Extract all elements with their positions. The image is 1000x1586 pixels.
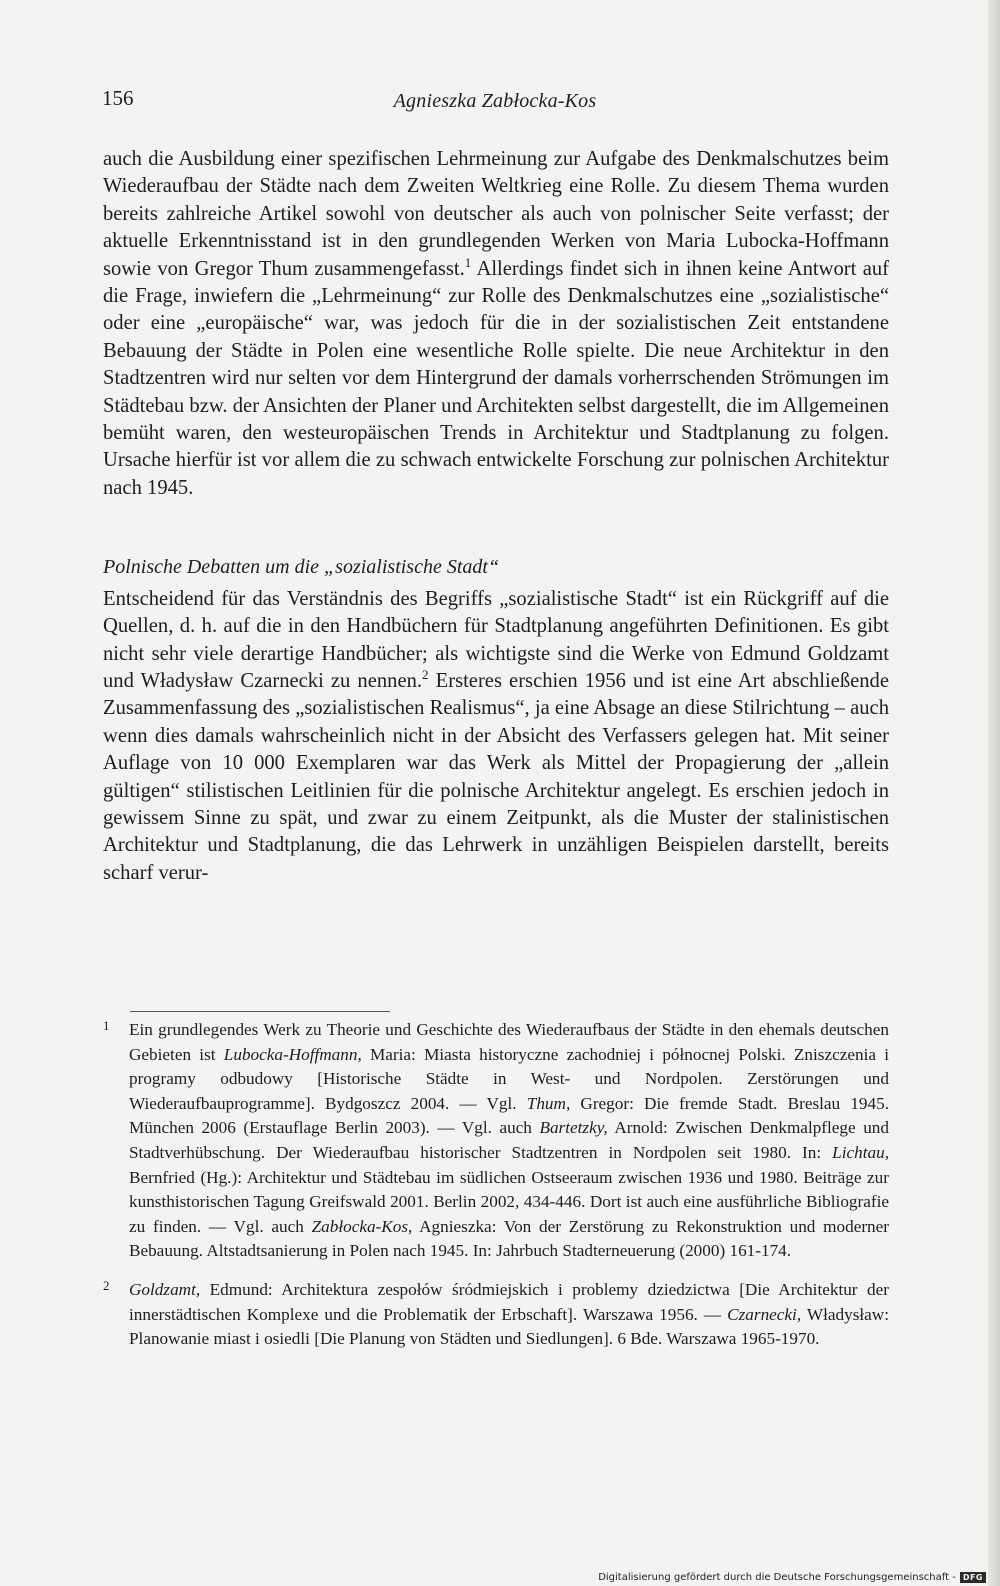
footnote-text: Maria: Miasta historyczne zachodniej i północnej Polski. Zniszczenia i programy odbudowy [Historische Städte in West- und Nordpolen. Zerstörungen und Wiederaufbauprogramme]. Bydgoszcz 2004. — Vgl. — [129, 1044, 890, 1113]
footnote-text: Ein grundlegendes Werk zu Theorie und Geschichte des Wiederaufbaus der Städte in den ehemals deutschen Gebieten ist — [129, 1020, 889, 1064]
digitization-credit — [598, 1572, 986, 1583]
credit-text: Digitalisierung gefördert durch die Deutsche Forschungsgemeinschaft - — [598, 1572, 956, 1583]
section-heading: Polnische Debatten um die „sozialistische Stadt“ — [103, 556, 500, 579]
footnote-ref-2: 2 — [422, 667, 429, 683]
author-name: Lichtau, — [832, 1142, 889, 1162]
page-edge — [988, 0, 1000, 1586]
paragraph-2-part-a: Entscheidend für das Verständnis des Begriffs „sozialistische Stadt“ ist ein Rückgriff auf die Quellen, d. h. auf die in den Handbüchern für Stadtplanung angeführten Definitionen. Es gibt nicht sehr viele derartige Handbücher; als wichtigste sind die Werke von Edmund Goldzamt und Władysław Czarnecki zu nennen. — [103, 587, 889, 692]
footnote-ref-1: 1 — [464, 254, 472, 270]
paragraph-2-part-b: Ersteres erschien 1956 und ist eine Art abschließende Zusammenfassung des „sozialistischen Realismus“, ja eine Absage an diese Stilrichtung – auch wenn dies damals wahrscheinlich nicht in der Absicht des Verfassers gelegen hat. Mit seiner Auflage von 10 000 Exemplaren war das Werk als Mittel der Propagierung der „allein gültigen“ stilistischen Leitlinien für die polnische Architektur angelegt. Es erschien jedoch in gewissem Sinne zu spät, und zwar zu einem Zeitpunkt, als die Muster der stalinistischen Architektur und Stadtplanung, die das Lehrwerk in unzähligen Beispielen darstellt, bereits scharf verur- — [103, 669, 889, 884]
author-name: Zabłocka-Kos, — [311, 1216, 413, 1236]
author-name: Czarnecki, — [727, 1304, 802, 1324]
paragraph-2 — [103, 586, 889, 887]
footnote-text: Władysław: Planowanie miast i osiedli [Die Planung von Städten und Siedlungen]. 6 Bde. Warszawa 1965-1970. — [129, 1304, 889, 1349]
footnote-text: Edmund: Architektura zespołów śródmiejskich i problemy dziedzictwa [Die Architektur der innerstädtischen Komplexe und die Problematik der Erbschaft]. Warszawa 1956. — — [129, 1279, 889, 1324]
footnote-2 — [103, 1278, 889, 1352]
footnotes — [103, 1018, 889, 1366]
footnote-divider — [130, 1011, 390, 1012]
paragraph-1-part-a: auch die Ausbildung einer spezifischen Lehrmeinung zur Aufgabe des Denkmalschutzes beim Wiederaufbau der Städte nach dem Zweiten Weltkrieg eine Rolle. Zu diesem Thema wurden bereits zahlreiche Artikel sowohl von deutscher als auch von polnischer Seite verfasst; der aktuelle Erkenntnisstand ist in den grundlegenden Werken von Maria Lubocka-Hoffmann sowie von Gregor Thum zusammengefasst. — [103, 148, 889, 280]
page-number: 156 — [102, 86, 134, 110]
dfg-logo: DFG — [960, 1572, 986, 1583]
footnote-2-number: 2 — [103, 1277, 110, 1293]
body-text — [103, 146, 889, 887]
paragraph-1-part-b: Allerdings findet sich in ihnen keine Antwort auf die Frage, inwiefern die „Lehrmeinung“ zur Rolle des Denkmalschutzes eine „sozialistische“ oder eine „europäische“ war, was jedoch für die in der sozialistischen Zeit entstandene Bebauung der Städte in Polen eine wesentliche Rolle spielte. Die neue Architektur in den Stadtzentren wird nur selten vor dem Hintergrund der damals vorherrschenden Strömungen im Städtebau bzw. der Ansichten der Planer und Architekten selbst dargestellt, die im Allgemeinen bemüht waren, den westeuropäischen Trends in Architektur und Stadtplanung zu folgen. Ursache hierfür ist vor allem die zu schwach entwickelte Forschung zur polnischen Architektur nach 1945. — [103, 257, 889, 499]
footnote-text: Bernfried (Hg.): Architektur und Städtebau im südlichen Ostseeraum zwischen 1936 und 1980. Beiträge zur kunsthistorischen Tagung Greifswald 2001. Berlin 2002, 434-446. Dort ist auch eine ausführliche Bibliografie zu finden. — Vgl. auch — [129, 1167, 889, 1236]
footnote-1-number: 1 — [103, 1018, 110, 1033]
running-head: Agnieszka Zabłocka-Kos — [393, 90, 597, 112]
author-name: Bartetzky, — [539, 1118, 608, 1138]
footnote-text: Gregor: Die fremde Stadt. Breslau 1945. München 2006 (Erstauflage Berlin 2003). — Vgl. auch — [129, 1093, 889, 1138]
footnote-text: Agnieszka: Von der Zerstörung zu Rekonstruktion und moderner Bebauung. Altstadtsanierung in Polen nach 1945. In: Jahrbuch Stadterneuerung (2000) 161-174. — [129, 1216, 889, 1261]
paragraph-1 — [103, 146, 889, 502]
author-name: Lubocka-Hoffmann, — [223, 1044, 362, 1064]
author-name: Thum, — [526, 1093, 571, 1113]
author-name: Goldzamt, — [129, 1279, 201, 1299]
page-header — [102, 86, 888, 118]
footnote-1 — [103, 1018, 889, 1264]
footnote-text: Arnold: Zwischen Denkmalpflege und Stadtverhübschung. Der Wiederaufbau historischer Stadtzentren in Nordpolen seit 1980. In: — [129, 1118, 889, 1162]
